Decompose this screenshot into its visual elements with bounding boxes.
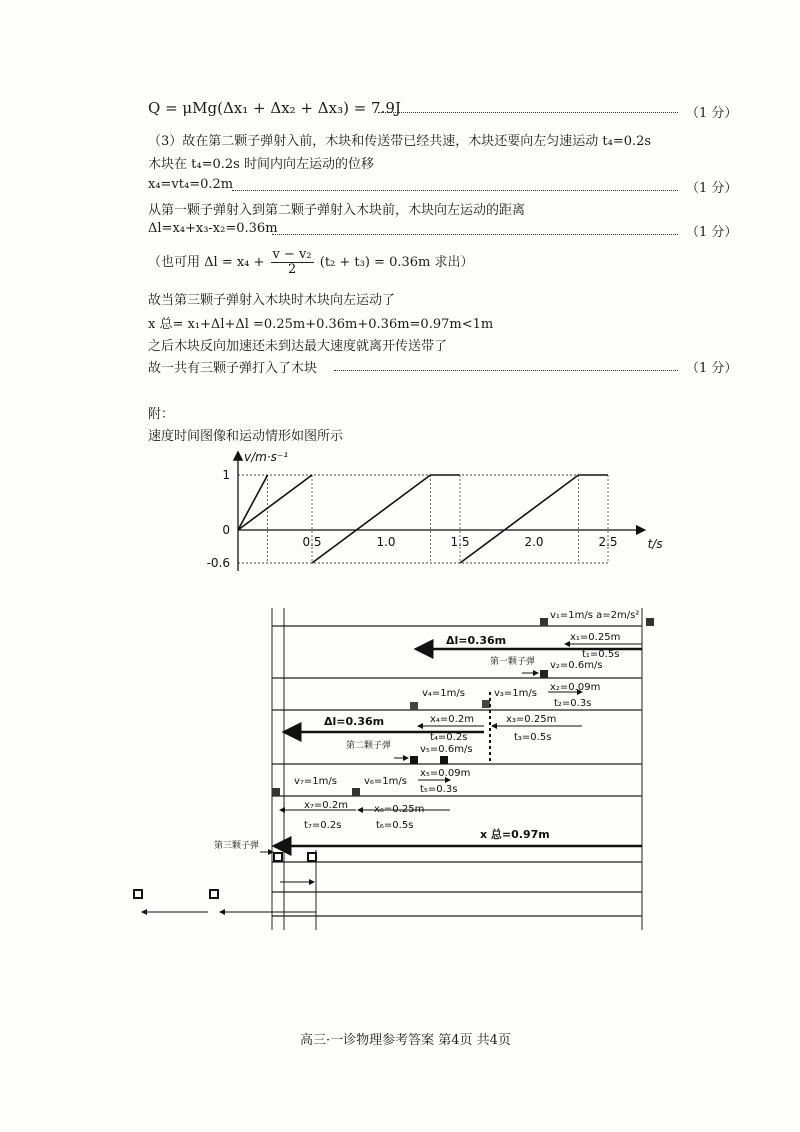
block (440, 756, 448, 764)
x-axis-label: t/s (647, 537, 663, 551)
label-t2: t₂=0.3s (554, 698, 592, 709)
dot-leader (378, 112, 678, 113)
series-line-3 (312, 475, 460, 563)
dot-leader (232, 190, 678, 191)
x-tick-label: 2.5 (598, 535, 618, 549)
block (410, 702, 418, 710)
label-t5: t₅=0.3s (420, 784, 458, 795)
block-hollow (134, 890, 142, 898)
fraction: $\frac{\text{v − v₂}}{2}$ (272, 247, 312, 277)
x-tick-label: 2.0 (524, 535, 544, 549)
label-x6: x₆=0.25m (374, 804, 425, 815)
chart-ticks (207, 450, 663, 570)
label-v6: v₆=1m/s (364, 776, 407, 787)
page-footer: 高三·一诊物理参考答案 第4页 共4页 (300, 1033, 511, 1048)
appendix-subtitle: 速度时间图像和运动情形如图所示 (148, 429, 344, 444)
score-mark: （1 分） (686, 361, 738, 376)
x-tick-label: 0.5 (302, 535, 322, 549)
block (352, 788, 360, 796)
label-xtotal: x 总=0.97m (480, 828, 550, 841)
label-v7: v₇=1m/s (294, 776, 337, 787)
x-tick-label: 1.0 (376, 535, 396, 549)
label-x2: x₂=0.09m (550, 682, 601, 693)
block (540, 618, 548, 626)
solution-line: 故当第三颗子弹射入木块时木块向左运动了 (148, 293, 396, 308)
score-mark: （1 分） (686, 106, 738, 121)
label-v2: v₂=0.6m/s (550, 660, 603, 671)
score-mark: （1 分） (686, 181, 738, 196)
label-bullet1: 第一颗子弹 (490, 657, 536, 667)
velocity-time-chart (200, 445, 680, 585)
label-x7: x₇=0.2m (304, 800, 348, 811)
x-tick-label: 1.5 (450, 535, 470, 549)
dot-leader (334, 370, 678, 371)
block (410, 756, 418, 764)
solution-line: Δl=x₄+x₃-x₂=0.36m (148, 221, 278, 236)
label-dl1: Δl=0.36m (446, 634, 507, 647)
label-t1: t₁=0.5s (582, 649, 620, 660)
solution-line: 之后木块反向加速还未到达最大速度就离开传送带了 (148, 339, 448, 354)
y-axis-label: v/m·s⁻¹ (244, 450, 289, 464)
label-x4: x₄=0.2m (430, 714, 474, 725)
solution-line: （3）故在第二颗子弹射入前，木块和传送带已经共速，木块还要向左匀速运动 t₄=0.2s (148, 134, 652, 149)
label-v1a: v₁=1m/s a=2m/s² (550, 610, 640, 621)
block (540, 670, 548, 678)
solution-line: 从第一颗子弹射入到第二颗子弹射入木块前，木块向左运动的距离 (148, 203, 526, 218)
label-t6: t₆=0.5s (376, 820, 414, 831)
solution-line: 故一共有三颗子弹打入了木块 (148, 361, 318, 376)
chart-axes (238, 453, 644, 571)
solution-line: x 总= x₁+Δl+Δl =0.25m+0.36m+0.36m=0.97m<1m (148, 317, 494, 332)
y-tick-label: -0.6 (206, 556, 230, 570)
label-t4: t₄=0.2s (430, 732, 468, 743)
appendix-title: 附： (148, 407, 175, 422)
y-tick-label: 1 (222, 468, 230, 482)
series-line-2 (238, 475, 312, 530)
y-tick-label: 0 (222, 523, 230, 537)
score-mark: （1 分） (686, 225, 738, 240)
label-t7: t₇=0.2s (304, 820, 342, 831)
motion-diagram (120, 600, 670, 940)
block-hollow (274, 853, 282, 861)
label-v3: v₃=1m/s (494, 688, 537, 699)
label-x5: x₅=0.09m (420, 768, 471, 779)
label-x3: x₃=0.25m (506, 714, 557, 725)
label-bullet3: 第三颗子弹 (214, 841, 260, 851)
dot-leader (272, 234, 678, 235)
label-bullet2: 第二颗子弹 (346, 741, 392, 751)
block (646, 618, 654, 626)
block (272, 788, 280, 796)
alt-formula: （也可用 Δl = x₄ + $\frac{\text{v − v₂}}{2}$ (t₂ + t₃) = 0.36m 求出） (148, 247, 474, 277)
q-formula: Q = μMg(Δx₁ + Δx₂ + Δx₃) = 7.9J (148, 99, 401, 117)
chart-series (238, 475, 608, 563)
label-dl2: Δl=0.36m (324, 715, 385, 728)
block-hollow (210, 890, 218, 898)
series-line-1 (238, 475, 268, 530)
solution-line: 木块在 t₄=0.2s 时间内向左运动的位移 (148, 157, 374, 172)
solution-line: x₄=vt₄=0.2m (148, 177, 234, 192)
block (482, 700, 490, 708)
label-v4: v₄=1m/s (422, 688, 465, 699)
series-line-4 (460, 475, 608, 563)
label-v5: v₅=0.6m/s (420, 744, 473, 755)
label-t3: t₃=0.5s (514, 732, 552, 743)
label-x1: x₁=0.25m (570, 632, 621, 643)
block-hollow (308, 853, 316, 861)
